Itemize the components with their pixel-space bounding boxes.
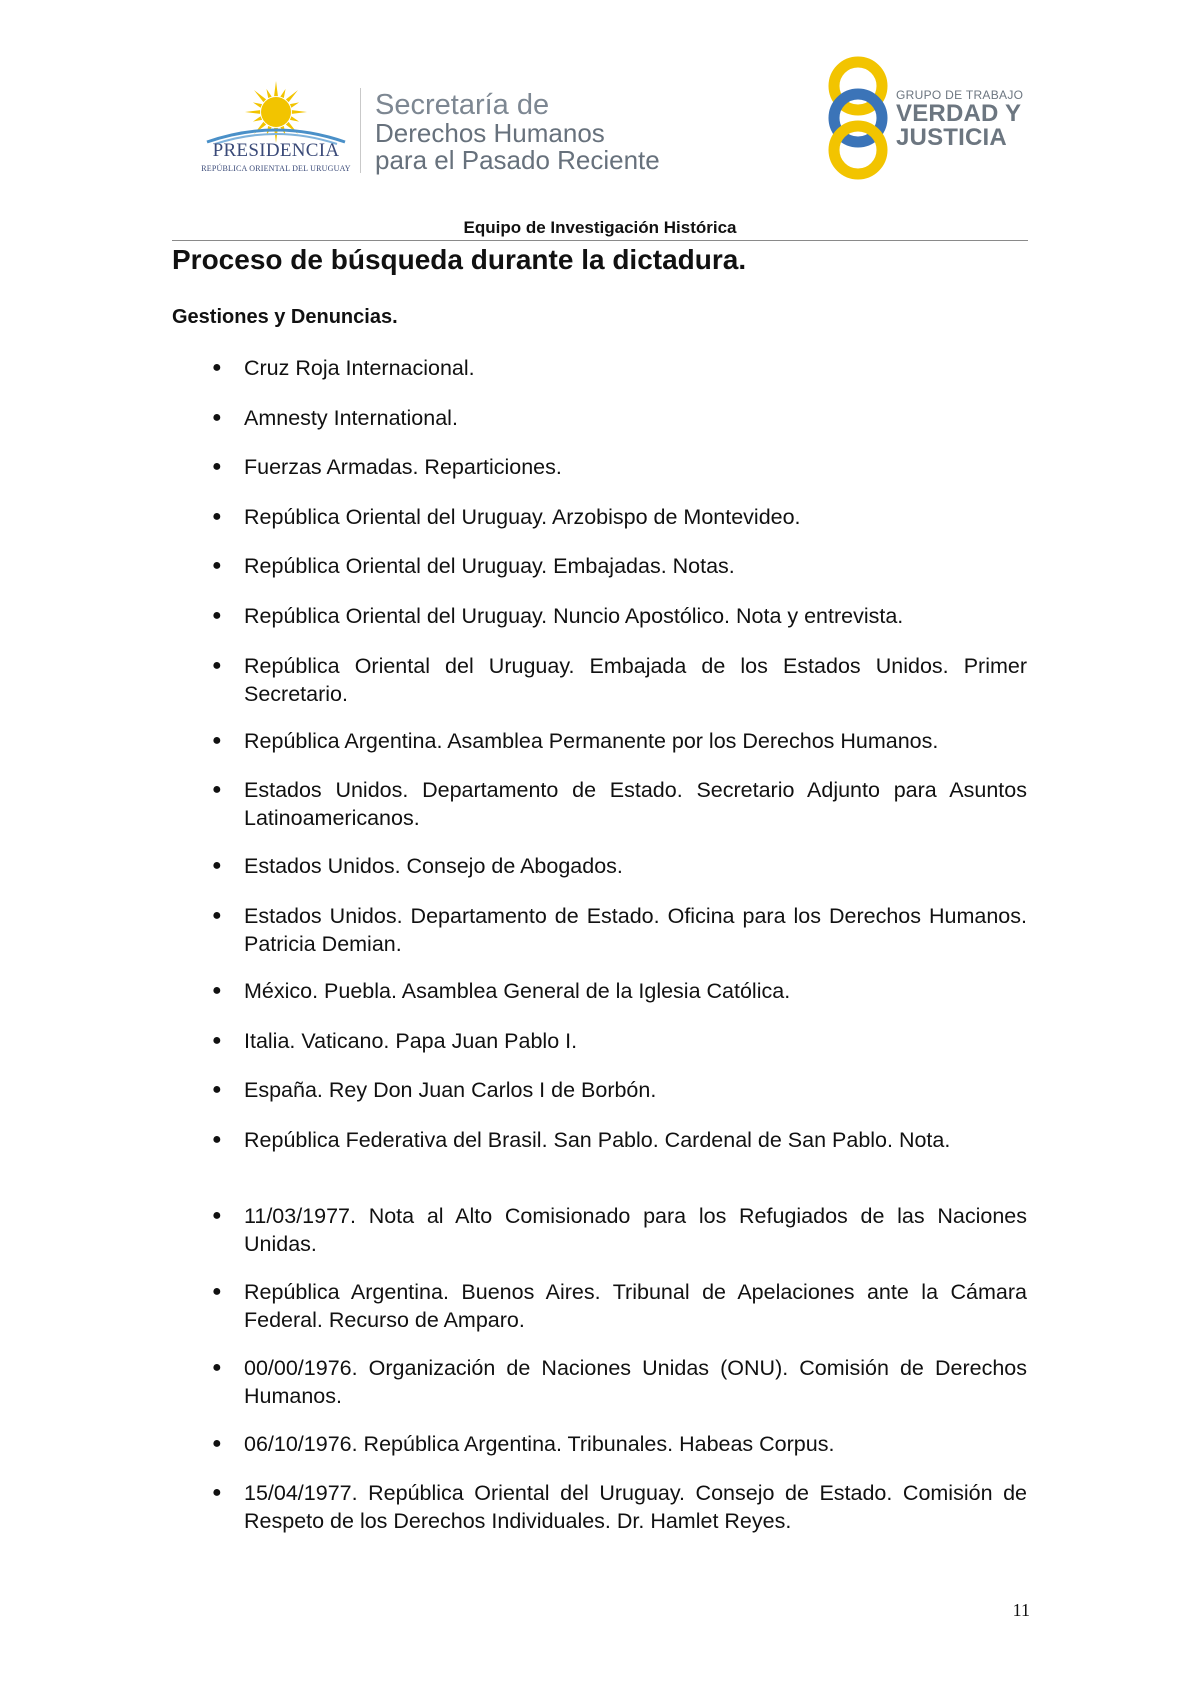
bullet-icon: ● [212, 857, 222, 874]
verdad-justicia-logo [822, 56, 1032, 180]
presidencia-logo [197, 80, 355, 178]
bullet-icon: ● [212, 607, 222, 624]
list-item-text: República Argentina. Buenos Aires. Tribunal de Apelaciones ante la Cámara Federal. Recurso de Amparo. [244, 1280, 1027, 1332]
list-item-text: Cruz Roja Internacional. [244, 356, 475, 380]
sun-ray [254, 90, 266, 102]
presidencia-subtitle: REPÚBLICA ORIENTAL DEL URUGUAY [201, 164, 351, 173]
sun-ray [286, 90, 298, 102]
bullet-icon: ● [212, 1435, 222, 1452]
sun-ray [253, 102, 262, 107]
verdad-line-2: VERDAD Y [896, 100, 1022, 127]
bullet-icon: ● [212, 781, 222, 798]
list-item-text: 00/00/1976. Organización de Naciones Unidas (ONU). Comisión de Derechos Humanos. [244, 1356, 1027, 1408]
bullet-icon: ● [212, 557, 222, 574]
bullet-icon: ● [212, 1359, 222, 1376]
list-item-text: República Oriental del Uruguay. Nuncio Apostólico. Nota y entrevista. [244, 604, 904, 628]
list-item-text: República Federativa del Brasil. San Pablo. Cardenal de San Pablo. Nota. [244, 1128, 951, 1152]
bullet-icon: ● [212, 732, 222, 749]
sun-ray [245, 110, 260, 114]
bullet-icon: ● [212, 982, 222, 999]
sun-ray [290, 116, 299, 121]
verdad-line-1: GRUPO DE TRABAJO [896, 88, 1024, 102]
list-item-text: República Oriental del Uruguay. Embajada de los Estados Unidos. Primer Secretario. [244, 654, 1027, 706]
list-item-text: España. Rey Don Juan Carlos I de Borbón. [244, 1078, 657, 1102]
bullet-icon: ● [212, 1081, 222, 1098]
list-item-text: Estados Unidos. Consejo de Abogados. [244, 854, 623, 878]
header-rule [172, 240, 1028, 241]
secretaria-line-1: Secretaría de [375, 89, 550, 121]
list-item-text: Estados Unidos. Departamento de Estado. Oficina para los Derechos Humanos. Patricia Demian. [244, 904, 1027, 956]
bullet-icon: ● [212, 1032, 222, 1049]
page-title: Proceso de búsqueda durante la dictadura. [172, 244, 747, 275]
list-item-text: Amnesty International. [244, 406, 458, 430]
linked-rings-icon [822, 56, 894, 180]
bullet-icon: ● [212, 508, 222, 525]
bullet-icon: ● [212, 907, 222, 924]
secretaria-line-2: Derechos Humanos [375, 118, 605, 148]
list-item-text: 06/10/1976. República Argentina. Tribunales. Habeas Corpus. [244, 1432, 835, 1456]
sun-ray [253, 116, 262, 121]
list-item-text: 11/03/1977. Nota al Alto Comisionado para los Refugiados de las Naciones Unidas. [244, 1204, 1027, 1256]
bullet-icon: ● [212, 1484, 222, 1501]
presidencia-wordmark: PRESIDENCIA [212, 140, 340, 161]
sun-ray [290, 102, 299, 107]
bullet-icon: ● [212, 359, 222, 376]
bullet-icon: ● [212, 409, 222, 426]
sun-ray [292, 110, 307, 114]
verdad-justicia-wordmark [896, 88, 1036, 150]
bullet-icon: ● [212, 1131, 222, 1148]
list-item-text: Fuerzas Armadas. Reparticiones. [244, 455, 562, 479]
section-heading: Gestiones y Denuncias. [172, 306, 398, 328]
logo-divider [360, 88, 361, 173]
list-item-text: República Argentina. Asamblea Permanente por los Derechos Humanos. [244, 729, 939, 753]
list-item-text: República Oriental del Uruguay. Embajadas. Notas. [244, 554, 735, 578]
list-item-text: Italia. Vaticano. Papa Juan Pablo I. [244, 1029, 578, 1053]
sun-ray [274, 81, 278, 96]
list-item-text: México. Puebla. Asamblea General de la Iglesia Católica. [244, 979, 791, 1003]
secretaria-line-3: para el Pasado Reciente [375, 145, 660, 175]
list-item-text: 15/04/1977. República Oriental del Uruguay. Consejo de Estado. Comisión de Respeto de los Derechos Individuales. Dr. Hamlet Reyes. [244, 1481, 1027, 1533]
bullet-icon: ● [212, 1207, 222, 1224]
list-item-text: Estados Unidos. Departamento de Estado. Secretario Adjunto para Asuntos Latinoamericanos. [244, 778, 1027, 830]
page-number: 11 [1012, 1600, 1030, 1620]
running-header: Equipo de Investigación Histórica [463, 218, 737, 237]
bullet-icon: ● [212, 458, 222, 475]
sun-ray [280, 89, 285, 98]
list-item-text: República Oriental del Uruguay. Arzobispo de Montevideo. [244, 505, 801, 529]
bullet-icon: ● [212, 1283, 222, 1300]
sun-ray [266, 89, 271, 98]
verdad-line-3: JUSTICIA [896, 124, 1007, 151]
secretaria-wordmark [375, 90, 715, 174]
bullet-icon: ● [212, 657, 222, 674]
